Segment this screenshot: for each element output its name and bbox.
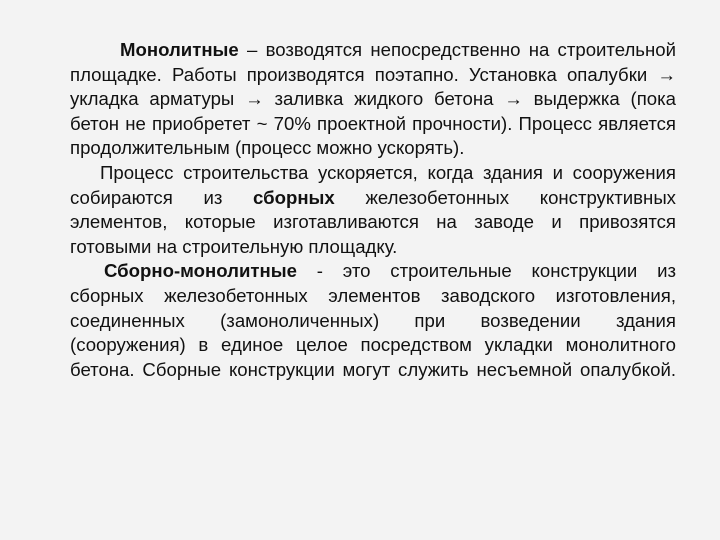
paragraph-monolithic	[70, 38, 676, 161]
term-monolithic: Монолитные	[120, 39, 239, 60]
paragraph-precast-monolithic	[70, 259, 676, 382]
paragraph-prefabricated-text-before: Процесс строительства ускоряется, когда здания и сооружения собираются из	[70, 161, 676, 208]
term-precast-monolithic: Сборно-монолитные	[104, 260, 297, 282]
paragraph-prefabricated	[70, 161, 676, 259]
text-block	[70, 38, 676, 382]
term-prefabricated: сборных	[253, 186, 335, 208]
paragraph-precast-monolithic-text: - это строительные конструкции из сборных железобетонных элементов заводского изготовления, соединенных (замоноличенных) при возведении здания (сооружения) в единое целое посредством укладки монолитного бетона. Сборные конструкции могут служить несъемной опалубкой.	[70, 260, 676, 380]
paragraph-prefabricated-text-after: железобетонных конструктивных элементов, которые изготавливаются на заводе и привозятся готовыми на строительную площадку.	[70, 186, 676, 257]
paragraph-monolithic-text: – возводятся непосредственно на строительной площадке. Работы производятся поэтапно. Установка опалубки → укладка арматуры → заливка жидкого бетона → выдержка (пока бетон не приобретет ~ 70% проектной прочности). Процесс является продолжительным (процесс можно ускорять).	[70, 39, 676, 159]
